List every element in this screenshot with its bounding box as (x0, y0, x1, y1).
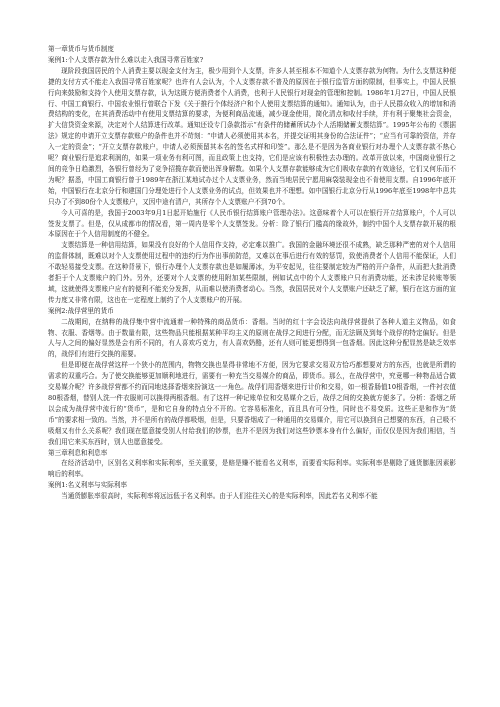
chapter-heading-1: 第一章货币与货币制度 (48, 45, 114, 53)
body-paragraph: 在经济活动中，区别名义利率和实际利率，至关重要，是赔是赚不能看名义利率，而要看实际利率。实际利率是剔除了通货膨胀因素影响后的利率。 (48, 459, 456, 479)
case-heading-2: 案例2:战俘营里的货币 (48, 306, 114, 315)
body-paragraph: 但是即便在战俘营这样一个狭小的范围内，物物交换也显得非常地不方便，因为它要求交易双方恰巧都想要对方的东西，也就是所谓的需求的双重巧合。为了使交换能够更加顺利地进行，需要有一种充当交易媒介的商品，即货币。那么，在战俘营中，究竟哪一种物品适合做交易媒介呢？许多战俘营都不约而同地选择香烟来扮演这一一角色。战俘们用香烟来进行计价和交易，如一根香肠值10根香烟，一件衬衣值80根香烟，替别人洗一件衣服则可以换得两根香烟。有了这样一种记账单位和交易媒介之后，战俘之间的交换就方便多了。分析：香烟之所以会成为战俘营中流行的“货币”，是和它自身的特点分不开的。它容易标准化，而且具有可分性，同时也不易变质。这些正是和作为“货币”的要求相一致的。当然，并不是所有的战俘都吸烟，但是，只要香烟成了一种通用的交易媒介，用它可以换到自己想要的东西，自己吸不吸烟又有什么关系呢？我们现在愿意接受别人付给我们的钞票，也并不是因为我们对这些钞票本身有什么偏好，而仅仅是因为我们相信，当我们用它来买东西时，别人也愿意接受。 (48, 361, 456, 446)
case-heading-3: 案例1:名义利率与实际利率 (48, 481, 128, 490)
body-paragraph: 当通货膨胀率很高时，实际利率将远远低于名义利率。由于人们往往关心的是实际利率，因此若名义利率不能 (61, 492, 378, 501)
body-paragraph: 现阶段我国居民的个人消费主要以现金支付为主，极少用到个人支票，许多人甚至根本不知道个人支票存款为何物。为什么支票这种便捷的支付方式不能走入我国寻常百姓家呢？也许有人会认为，个人支票存款不普及的原因在于银行监管方面的限制，但事实上，中国人民银行向来鼓励和支持个人使用支票存款，认为这既方便消费者个人消费，也利于人民银行对现金的管理和控制。1986年1月27日，中国人民银行、中国工商银行、中国农业银行曾联合下发《关于推行个体经济户和个人使用支票结算的通知》。通知认为，由于人民群众收入的增加和消费结构的变化，在其消费活动中有使用支票结算的要求，为便利商品流通，减少现金使用，简化清点和收付手续，并有利于聚集社会资金，扩大信贷资金来源，决定对个人结算进行改革。通知还设专门条款指示“有条件的储蓄所试办个人活期储蓄支票结算”。1995年公布的《票据法》规定的申请开立支票存款账户的条件也并不苛刻：“申请人必须使用其本名，并提交证明其身份的合法证件”；“应当有可靠的资信，并存入一定的资金”；“开立支票存款账户，申请人必须预留其本名的签名式样和印签”。那么是不是因为各商业银行对办理个人支票存款不热心呢？商业银行是追求利润的，如果一项业务有利可图，而且政策上也支持，它们是应该有积极性去办理的。改革开放以来，中国商业银行之间的竞争日趋激烈，各银行曾经为了竞争招揽存款而使出浑身解数。如果个人支票存款能够成为它们吸收存款的有效途径，它们又何乐而不为呢？据悉，中国工商银行曾于1989年在浙江某地试办过个人支票业务，然而当地居民宁愿用麻袋装现金也不肯使用支票。自1996年底开始，中国银行在北京分行和建国门分理处进行个人支票业务的试点，但效果也并不理想。如中国银行北京分行从1996年底至1998年中总共只办了不到80份个人支票账户，又因中途有清户，其所存个人支票账户不到70个。 (48, 66, 456, 206)
case-heading-1: 案例1:个人支票存款为什么难以走入我国寻常百姓家? (48, 55, 204, 64)
body-paragraph: 二战期间，在纳粹的战俘集中营中流通着一种特殊的商品货币：香烟。当时的红十字会设法向战俘营提供了各种人道主义物品，如食物、衣服、香烟等。由于数量有限，这些物品只能根据某种平均主义的原则在战俘之间进行分配，而无法顾及到每个战俘的特定偏好。但是人与人之间的偏好显然是会有所不同的，有人喜欢巧克力，有人喜欢奶酪，还有人则可能更想得到一包香烟。因此这种分配显然是缺乏效率的，战俘们有进行交换的需要。 (48, 317, 456, 359)
body-paragraph: 支票结算是一种信用结算，如果没有良好的个人信用作支持，必定难以推广。我国的金融环境还很不成熟，缺乏那种严密的对个人信用的监督体制，既难以对个人支票使用过程中的违约行为作出事前防范，又难以在事后进行有效的惩罚，致使消费者个人信用不能保证，人们不敢轻易接受支票。在这种背景下，银行办理个人支票存款也是如履薄冰，为平安起见，往往要制定较为严格的开户条件，从而把大批消费者拒于个人支票账户的门外。另外，还要对个人支票的使用附加某些限制，例如试点中的个人支票账户只有消费功能，还未涉足转账等领域，这就使得支票账户应有的便利不能充分发挥，从而难以使消费者动心。当然，我国居民对个人支票账户还缺乏了解，银行在这方面的宣传力度又非常有限，这也在一定程度上制约了个人支票账户的开展。 (48, 241, 456, 304)
body-paragraph: 今人可喜的是，我国于2003年9月1日起开始施行《人民币银行结算账户管理办法》。这意味着个人可以在银行开立结算账户，个人可以签发支票了。但是，仅从成都市的情况看，第一周内是零个人支票签发。分析：除了银行门槛高的缘故外，制约中国个人支票存款开展的根本原因在于个人信用制度的不健全。 (48, 208, 456, 239)
chapter-heading-3: 第三章利息和利息率 (48, 448, 108, 457)
